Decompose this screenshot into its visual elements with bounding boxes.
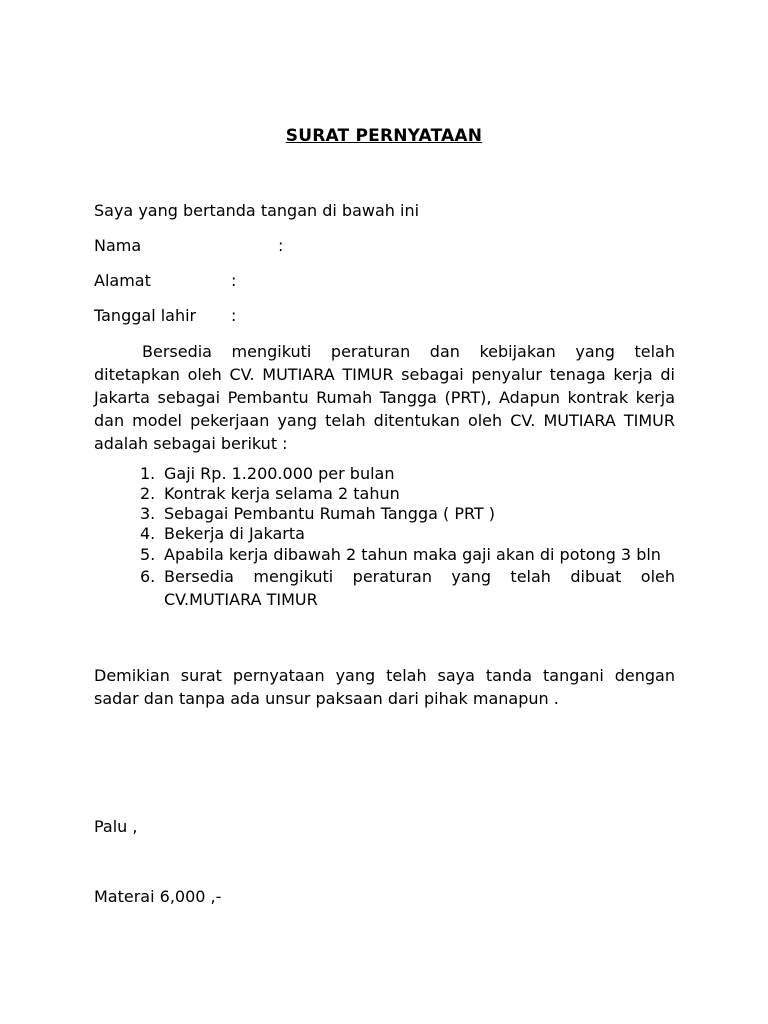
terms-list	[94, 464, 675, 611]
list-item	[94, 464, 675, 484]
body-paragraph: Bersedia mengikuti peraturan dan kebijakan yang telah ditetapkan oleh CV. MUTIARA TIMUR sebagai penyalur tenaga kerja di Jakarta sebagai Pembantu Rumah Tangga (PRT), Adapun kontrak kerja dan model pekerjaan yang telah ditentukan oleh CV. MUTIARA TIMUR adalah sebagai berikut :	[94, 342, 675, 453]
list-item-text: Sebagai Pembantu Rumah Tangga ( PRT )	[164, 504, 496, 523]
list-item-number: 1.	[140, 464, 156, 483]
list-item	[94, 543, 675, 566]
list-item-number: 6.	[140, 567, 156, 586]
list-item-text: Bekerja di Jakarta	[164, 524, 305, 543]
field-colon-nama: :	[278, 236, 284, 255]
list-item-number: 2.	[140, 484, 156, 503]
list-item-number: 4.	[140, 524, 156, 543]
intro-line: Saya yang bertanda tangan di bawah ini	[94, 201, 420, 220]
field-label-alamat: Alamat	[94, 271, 151, 290]
list-item-text: Kontrak kerja selama 2 tahun	[164, 484, 400, 503]
list-item	[94, 524, 675, 544]
list-item-text: Bersedia mengikuti peraturan yang telah dibuat oleh CV.MUTIARA TIMUR	[164, 567, 675, 609]
stamp-line: Materai 6,000 ,-	[94, 887, 222, 906]
list-item-text: Apabila kerja dibawah 2 tahun maka gaji akan di potong 3 bln	[164, 545, 661, 564]
field-label-nama: Nama	[94, 236, 142, 255]
list-item	[94, 484, 675, 504]
list-item-number: 3.	[140, 504, 156, 523]
closing-paragraph: Demikian surat pernyataan yang telah saya tanda tangani dengan sadar dan tanpa ada unsur paksaan dari pihak manapun .	[94, 666, 675, 708]
list-item	[94, 504, 675, 524]
list-item-number: 5.	[140, 545, 156, 564]
field-colon-tanggal-lahir: :	[231, 306, 237, 325]
field-colon-alamat: :	[231, 271, 237, 290]
document-title: SURAT PERNYATAAN	[285, 126, 483, 146]
list-item	[94, 565, 675, 611]
field-label-tanggal-lahir: Tanggal lahir	[94, 306, 197, 325]
place-line: Palu ,	[94, 817, 138, 836]
list-item-text: Gaji Rp. 1.200.000 per bulan	[164, 464, 395, 483]
